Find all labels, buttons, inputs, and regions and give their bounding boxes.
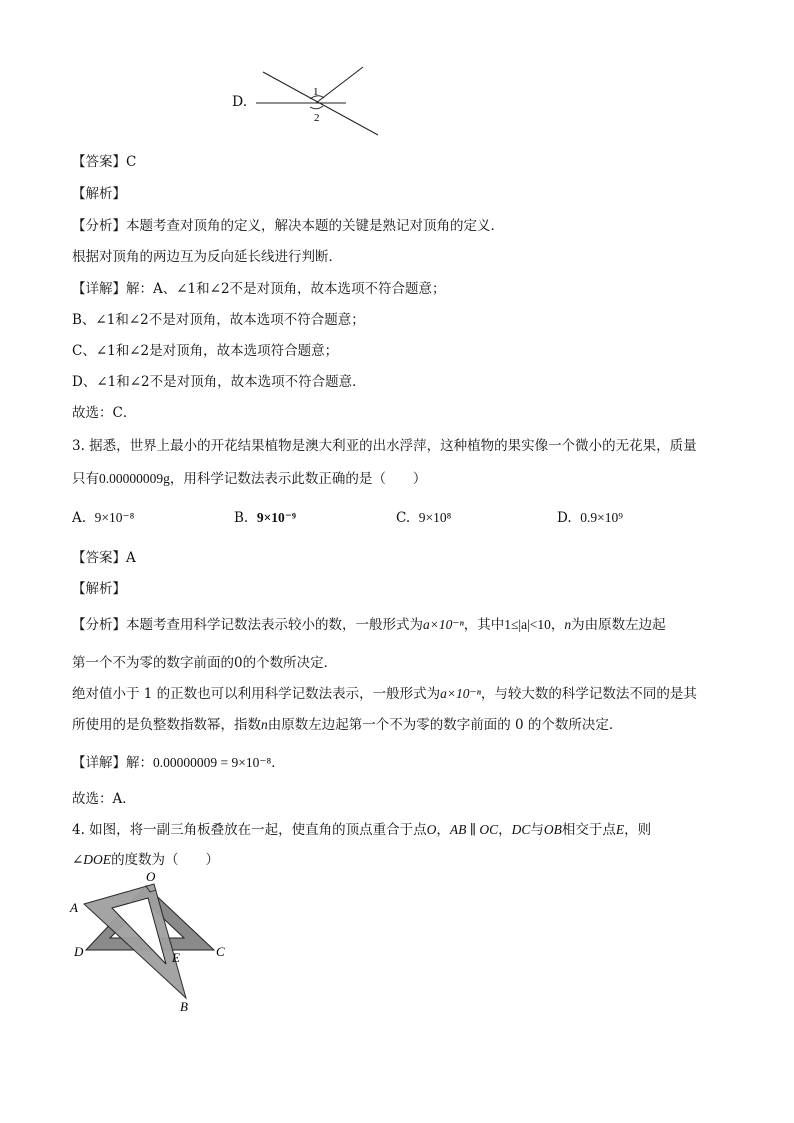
- q3-detail-post: ．: [271, 755, 285, 771]
- q3-abs-line2: [72, 713, 622, 733]
- q3-fenxi-n: n: [564, 617, 572, 632]
- q3-option-a-label: A.: [72, 510, 87, 526]
- q3-option-a: [72, 510, 134, 526]
- q3-detail-eq: 0.00000009 = 9×10⁻⁸: [153, 755, 272, 770]
- q4-stem-then: ，则: [624, 822, 652, 838]
- q4-stem-ob: OB: [543, 822, 562, 837]
- q4-label-a: A: [70, 900, 78, 915]
- q3-fenxi-post: 为由原数左边起: [571, 617, 666, 633]
- q3-stem-line2: [72, 467, 426, 487]
- q3-stem-value: 0.00000009g: [99, 471, 170, 486]
- q4-stem-o: O: [426, 822, 437, 837]
- q3-fenxi-pre: 【分析】本题考查用科学记数法表示较小的数，一般形式为: [72, 617, 423, 633]
- q2-detail-a: 【详解】解：A、∠1和∠2不是对顶角，故本选项不符合题意；: [72, 281, 446, 297]
- q2-detail-b: B、∠1和∠2不是对顶角，故本选项不符合题意；: [72, 312, 365, 328]
- q3-fenxi-mid: ，其中: [463, 617, 505, 633]
- q3-choice: 故选：A．: [72, 791, 136, 807]
- q4-stem-post: 相交于点: [561, 822, 616, 838]
- q4-stem-pre: 4. 如图，将一副三角板叠放在一起，使直角的顶点重合于点: [72, 822, 427, 838]
- q4-stem-line1: [72, 818, 651, 838]
- q4-stem-sep2: ，: [498, 822, 512, 838]
- q3-option-d-value: 0.9×10⁹: [580, 510, 623, 525]
- q3-detail-pre: 【详解】解：: [72, 755, 153, 771]
- q2-analysis-header: 【解析】: [72, 186, 126, 202]
- q2-detail-d: D、∠1和∠2不是对顶角，故本选项不符合题意．: [72, 374, 366, 390]
- figure-d-angle2-label: 2: [314, 112, 320, 124]
- figure-d-angle1-label: 1: [313, 86, 319, 98]
- figure-d-drawing: [228, 60, 398, 140]
- q3-analysis-header: 【解析】: [72, 581, 126, 597]
- q3-option-c: [396, 510, 451, 526]
- q3-abs-line2-n: n: [261, 717, 268, 732]
- q2-answer: 【答案】C: [72, 154, 137, 170]
- q3-fenxi-line2: 第一个不为零的数字前面的0的个数所决定．: [72, 655, 338, 671]
- q4-figure-drawing: [66, 868, 246, 1018]
- q2-choice: 故选：C．: [72, 405, 137, 421]
- q3-detail: [72, 751, 285, 771]
- q4-stem-parallel: AB ∥ OC: [449, 822, 499, 837]
- q3-stem-post: ，用科学记数法表示此数正确的是（ ）: [169, 471, 427, 487]
- q4-stem-dc: DC: [511, 822, 531, 837]
- q4-label-c: C: [216, 944, 225, 959]
- q3-abs-line2-pre: 所使用的是负整数指数幂，指数: [72, 717, 261, 733]
- q4-label-o: O: [146, 869, 156, 884]
- q3-option-a-value: 9×10⁻⁸: [94, 510, 135, 525]
- q2-detail-c: C、∠1和∠2是对顶角，故本选项符合题意；: [72, 343, 339, 359]
- figure-option-d: [228, 60, 398, 140]
- q3-abs-line1-form: a×10⁻ⁿ: [440, 686, 481, 701]
- q3-fenxi-sep: ，: [550, 617, 565, 633]
- q3-answer: 【答案】A: [72, 550, 136, 566]
- q3-abs-line1: [72, 682, 697, 702]
- q4-stem-sep1: ，: [436, 822, 450, 838]
- q3-option-d: [557, 510, 623, 526]
- q4-figure: [66, 868, 246, 1018]
- q4-stem-line2-post: 的度数为（ ）: [111, 852, 220, 868]
- q3-fenxi-form: a×10⁻ⁿ: [423, 617, 464, 632]
- q4-label-b: B: [180, 999, 188, 1014]
- figure-d-option-label: D.: [232, 94, 248, 110]
- q4-stem-line2: [72, 848, 219, 868]
- q3-fenxi-range: 1≤|a|<10: [504, 617, 551, 632]
- q3-option-c-value: 9×10⁸: [418, 510, 452, 525]
- q4-stem-angle: ∠DOE: [72, 852, 112, 867]
- q3-option-b: [234, 510, 296, 526]
- q4-stem-with: 与: [530, 822, 544, 838]
- q3-abs-line1-pre: 绝对值小于 1 的正数也可以利用科学记数法表示，一般形式为: [72, 686, 441, 702]
- q2-fenxi2: 根据对顶角的两边互为反向延长线进行判断．: [72, 249, 342, 265]
- q4-stem-e: E: [615, 822, 625, 837]
- q3-fenxi: [72, 613, 666, 633]
- q3-option-c-label: C.: [396, 510, 411, 526]
- q3-option-d-label: D.: [557, 510, 572, 526]
- q3-stem-line1: 3. 据悉，世界上最小的开花结果植物是澳大利亚的出水浮萍，这种植物的果实像一个微小的无花果，质量: [72, 438, 697, 454]
- q3-abs-line1-post: ，与较大数的科学记数法不同的是其: [480, 686, 697, 702]
- q3-abs-line2-post: 由原数左边起第一个不为零的数字前面的 0 的个数所决定．: [267, 717, 623, 733]
- q4-label-e: E: [172, 950, 180, 965]
- q3-option-b-value: 9×10⁻⁹: [256, 510, 296, 525]
- q4-label-d: D: [74, 944, 84, 959]
- q2-fenxi: 【分析】本题考查对顶角的定义，解决本题的关键是熟记对顶角的定义．: [72, 218, 504, 234]
- q3-stem-pre: 只有: [72, 471, 99, 487]
- q3-option-b-label: B.: [234, 510, 249, 526]
